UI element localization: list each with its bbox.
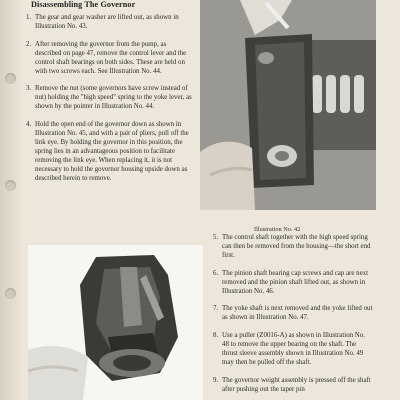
step-text: The control shaft together with the high speed spring can then be removed from the housing—the short end first. bbox=[222, 234, 371, 259]
step-number: 2. bbox=[26, 40, 32, 48]
step-text: The governor weight assembly is pressed off the shaft after pushing out the taper pin bbox=[222, 376, 371, 393]
binder-hole bbox=[5, 288, 16, 299]
binder-hole bbox=[5, 180, 16, 191]
step-number: 5. bbox=[213, 234, 219, 241]
step-number: 1. bbox=[26, 14, 32, 21]
step-text: After removing the governor from the pump, as described on page 47, remove the control lever and the control shaft bearings on both sides. These are held on with two screws each. See Illustration No. 44. bbox=[35, 40, 187, 75]
step-text: Use a puller (Z0016-A) as shown in Illustration No. 48 to remove the upper bearing on the shaft. The thrust sleeve assembly shown in Illustration No. 49 may then be pulled off the shaft. bbox=[222, 332, 365, 366]
step-number: 3. bbox=[26, 85, 32, 93]
step-text: The yoke shaft is next removed and the yoke lifted out as shown in Illustration No. 47. bbox=[222, 305, 373, 322]
step-item bbox=[213, 305, 373, 323]
photo-governor-puller bbox=[28, 245, 203, 400]
step-item bbox=[213, 234, 373, 261]
governor-housing-illustration bbox=[200, 0, 376, 210]
step-number: 9. bbox=[213, 376, 219, 384]
photo-governor-housing bbox=[200, 0, 376, 210]
step-number: 8. bbox=[213, 332, 219, 340]
step-item bbox=[213, 377, 373, 395]
step-item bbox=[26, 14, 192, 32]
steps-bottom bbox=[213, 234, 373, 400]
step-number: 7. bbox=[213, 305, 219, 313]
step-text: Remove the nut (some governors have screw instead of nut) holding the "high speed" spring to the yoke lever, as shown by the pointer in Illustration No. 44. bbox=[35, 85, 192, 111]
step-number: 4. bbox=[26, 121, 32, 129]
section-heading: Disassembling The Governor bbox=[31, 0, 136, 9]
step-item bbox=[213, 270, 373, 297]
binder-hole bbox=[5, 73, 16, 84]
step-text: Hold the open end of the governor down as shown in Illustration No. 45, and with a pair of pliers, pull off the link eye. By holding the governor in this position, the spring lies in an advantageous position to facilitate removing the link eye. When replacing it, it is not necessary to hold the governor housing upside down as described herein to remove. bbox=[35, 121, 189, 182]
step-item bbox=[26, 41, 192, 77]
illustration-caption: Illustration No. 42 bbox=[254, 226, 301, 233]
steps-top bbox=[26, 14, 192, 193]
step-item bbox=[213, 332, 373, 368]
step-text: The gear and gear washer are lifted out, as shown in Illustration No. 43. bbox=[35, 14, 179, 30]
step-number: 6. bbox=[213, 269, 219, 277]
step-item bbox=[26, 121, 192, 183]
step-item bbox=[26, 85, 192, 112]
step-text: The pinion shaft bearing cap screws and cap are next removed and the pinion shaft lifted out, as shown in Illustration No. 46. bbox=[222, 269, 368, 295]
governor-puller-illustration bbox=[28, 245, 203, 400]
page-edge-shadow bbox=[0, 0, 24, 400]
